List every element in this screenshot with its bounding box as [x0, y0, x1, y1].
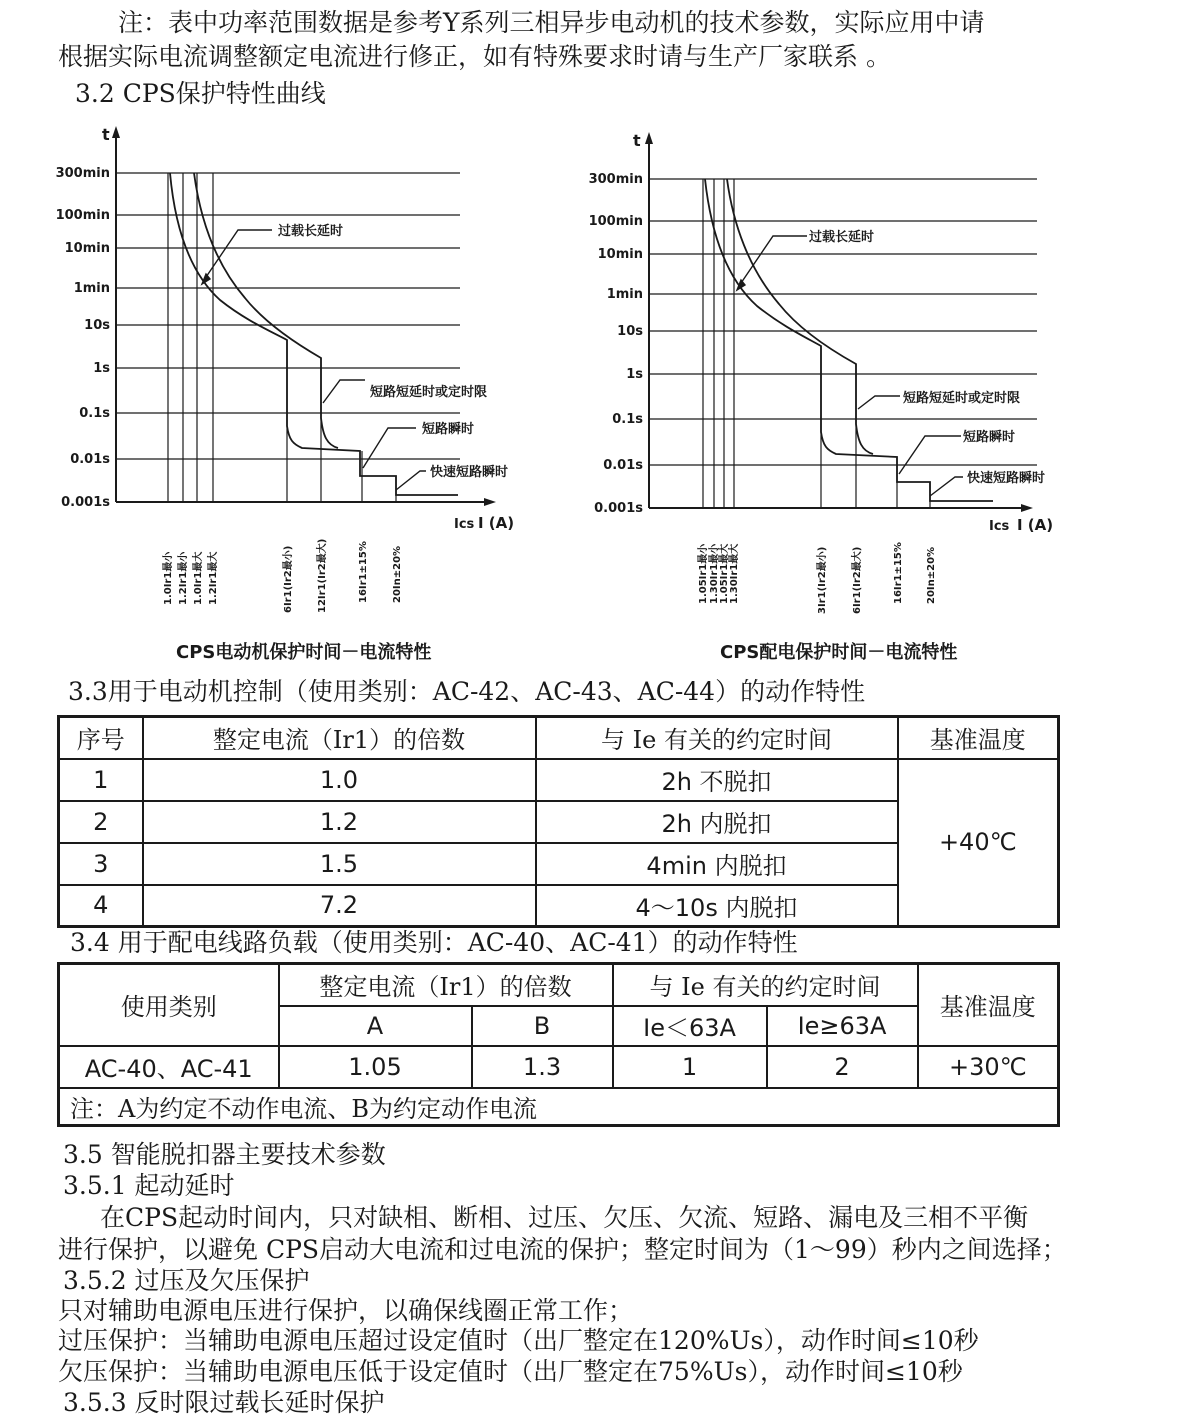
header-category: 使用类别	[59, 964, 279, 1046]
section-3-5-1-heading: 3.5.1 起动延时	[63, 1171, 235, 1200]
chart-1-caption: CPS电动机保护时间－电流特性	[176, 642, 432, 663]
chart-motor-protection	[40, 118, 540, 618]
y-tick: 100min	[588, 214, 643, 229]
table-cell: 1.2	[143, 801, 536, 843]
x-label: 3Ir1(Ir2最小)	[817, 546, 828, 614]
x-label: 20In±20%	[926, 546, 937, 604]
table-cell: 4～10s 内脱扣	[536, 885, 898, 927]
x-label: 1.05Ir1最大	[719, 543, 730, 604]
table-motor-control	[57, 715, 1060, 928]
annotation-short-delay: 短路短延时或定时限	[370, 385, 488, 400]
annotation-short-delay: 短路短延时或定时限	[903, 391, 1021, 406]
header-cell: 序号	[59, 717, 143, 759]
annotation-overload: 过载长延时	[278, 224, 344, 239]
x-label: 1.2Ir1最小	[178, 551, 189, 605]
x-label: 1.30Ir1最大	[729, 543, 740, 604]
header-cell: 基准温度	[898, 717, 1059, 759]
table-cell: 2	[59, 801, 143, 843]
x-label: 20In±20%	[392, 545, 403, 603]
header-multiple: 整定电流（Ir1）的倍数	[279, 964, 613, 1006]
y-tick: 0.1s	[612, 412, 643, 427]
table-cell: 2	[767, 1046, 918, 1088]
para-3-5-2-line-1: 只对辅助电源电压进行保护，以确保线圈正常工作；	[58, 1296, 634, 1325]
table-cell: 7.2	[143, 885, 536, 927]
ics-label: Ics	[454, 517, 475, 532]
temperature-cell: +40℃	[898, 759, 1059, 927]
x-label: 1.30Ir1最小	[709, 543, 720, 604]
y-tick: 1min	[606, 287, 643, 302]
annotation-fast-instant: 快速短路瞬时	[967, 471, 1046, 486]
x-label: 1.0Ir1最小	[163, 551, 174, 605]
annotation-overload: 过载长延时	[809, 230, 875, 245]
section-3-5-heading: 3.5 智能脱扣器主要技术参数	[63, 1140, 386, 1169]
y-tick: 0.001s	[594, 501, 643, 516]
y-tick: 1s	[626, 367, 643, 382]
y-tick: 1s	[93, 361, 110, 376]
x-axis-label: I (A)	[478, 514, 515, 532]
table-cell: 2h 不脱扣	[536, 759, 898, 801]
y-tick: 10s	[84, 318, 110, 333]
y-tick: 100min	[55, 208, 110, 223]
table-cell: 3	[59, 843, 143, 885]
header-a: A	[279, 1006, 472, 1046]
note-line-1: 注：表中功率范围数据是参考Y系列三相异步电动机的技术参数，实际应用中请	[118, 8, 985, 37]
section-3-5-3-heading: 3.5.3 反时限过载长延时保护	[63, 1388, 385, 1417]
y-tick: 300min	[588, 172, 643, 187]
x-label: 1.0Ir1最大	[193, 551, 204, 605]
ics-label: Ics	[989, 519, 1010, 534]
y-axis-label: t	[633, 131, 641, 150]
y-tick: 10min	[64, 241, 110, 256]
table-row	[59, 759, 1059, 801]
para-3-5-1-line-1: 在CPS起动时间内，只对缺相、断相、过压、欠压、欠流、短路、漏电及三相不平衡	[100, 1203, 1029, 1232]
y-tick: 0.1s	[79, 406, 110, 421]
x-label: 6Ir1(Ir2最小)	[283, 545, 294, 613]
header-ie-lt-63: Ie＜63A	[613, 1006, 767, 1046]
annotation-fast-instant: 快速短路瞬时	[430, 465, 509, 480]
annotation-instant: 短路瞬时	[963, 430, 1016, 445]
note-line-2: 根据实际电流调整额定电流进行修正，如有特殊要求时请与生产厂家联系 。	[58, 42, 891, 71]
y-tick: 1min	[73, 281, 110, 296]
table-cell: +30℃	[918, 1046, 1059, 1088]
table-row	[59, 1046, 1059, 1088]
table-cell: 1.05	[279, 1046, 472, 1088]
section-3-5-2-heading: 3.5.2 过压及欠压保护	[63, 1266, 310, 1295]
table-note: 注：A为约定不动作电流、B为约定动作电流	[59, 1088, 1059, 1126]
x-label: 16Ir1±15%	[893, 542, 904, 604]
table-distribution-load	[57, 962, 1060, 1127]
table-cell: 1	[613, 1046, 767, 1088]
chart-distribution-protection	[577, 124, 1097, 624]
table-cell: 1.5	[143, 843, 536, 885]
header-b: B	[472, 1006, 613, 1046]
y-tick: 0.001s	[61, 495, 110, 510]
y-tick: 10s	[617, 324, 643, 339]
para-3-5-2-line-2: 过压保护：当辅助电源电压超过设定值时（出厂整定在120%Us），动作时间≤10秒	[58, 1326, 979, 1355]
para-3-5-1-line-2: 进行保护，以避免 CPS启动大电流和过电流的保护；整定时间为（1～99）秒内之间选择；	[58, 1235, 1067, 1264]
header-temperature: 基准温度	[918, 964, 1059, 1046]
x-label: 1.2Ir1最大	[208, 551, 219, 605]
y-tick: 300min	[55, 166, 110, 181]
header-cell: 整定电流（Ir1）的倍数	[143, 717, 536, 759]
y-tick: 10min	[597, 247, 643, 262]
header-cell: 与 Ie 有关的约定时间	[536, 717, 898, 759]
chart-2-caption: CPS配电保护时间－电流特性	[720, 642, 958, 663]
y-tick: 0.01s	[603, 458, 643, 473]
x-label: 1.05Ir1最小	[698, 543, 709, 604]
header-time: 与 Ie 有关的约定时间	[613, 964, 918, 1006]
section-3-3-heading: 3.3用于电动机控制（使用类别：AC-42、AC-43、AC-44）的动作特性	[68, 677, 866, 706]
x-axis-label: I (A)	[1017, 516, 1054, 534]
para-3-5-2-line-3: 欠压保护：当辅助电源电压低于设定值时（出厂整定在75%Us），动作时间≤10秒	[58, 1357, 963, 1386]
section-3-2-heading: 3.2 CPS保护特性曲线	[75, 79, 326, 108]
x-label: 6Ir1(Ir2最大)	[852, 546, 863, 614]
table-cell: 4	[59, 885, 143, 927]
table-cell: 1.0	[143, 759, 536, 801]
table-header-row	[59, 717, 1059, 759]
annotation-instant: 短路瞬时	[422, 422, 475, 437]
table-cell: 1	[59, 759, 143, 801]
section-3-4-heading: 3.4 用于配电线路负载（使用类别：AC-40、AC-41）的动作特性	[70, 928, 798, 957]
x-label: 16Ir1±15%	[358, 541, 369, 603]
table-cell: 1.3	[472, 1046, 613, 1088]
y-axis-label: t	[102, 125, 110, 144]
table-cell: 4min 内脱扣	[536, 843, 898, 885]
table-cell: 2h 内脱扣	[536, 801, 898, 843]
header-ie-ge-63: Ie≥63A	[767, 1006, 918, 1046]
x-label: 12Ir1(Ir2最大)	[317, 538, 328, 613]
table-cell: AC-40、AC-41	[59, 1046, 279, 1088]
y-tick: 0.01s	[70, 452, 110, 467]
